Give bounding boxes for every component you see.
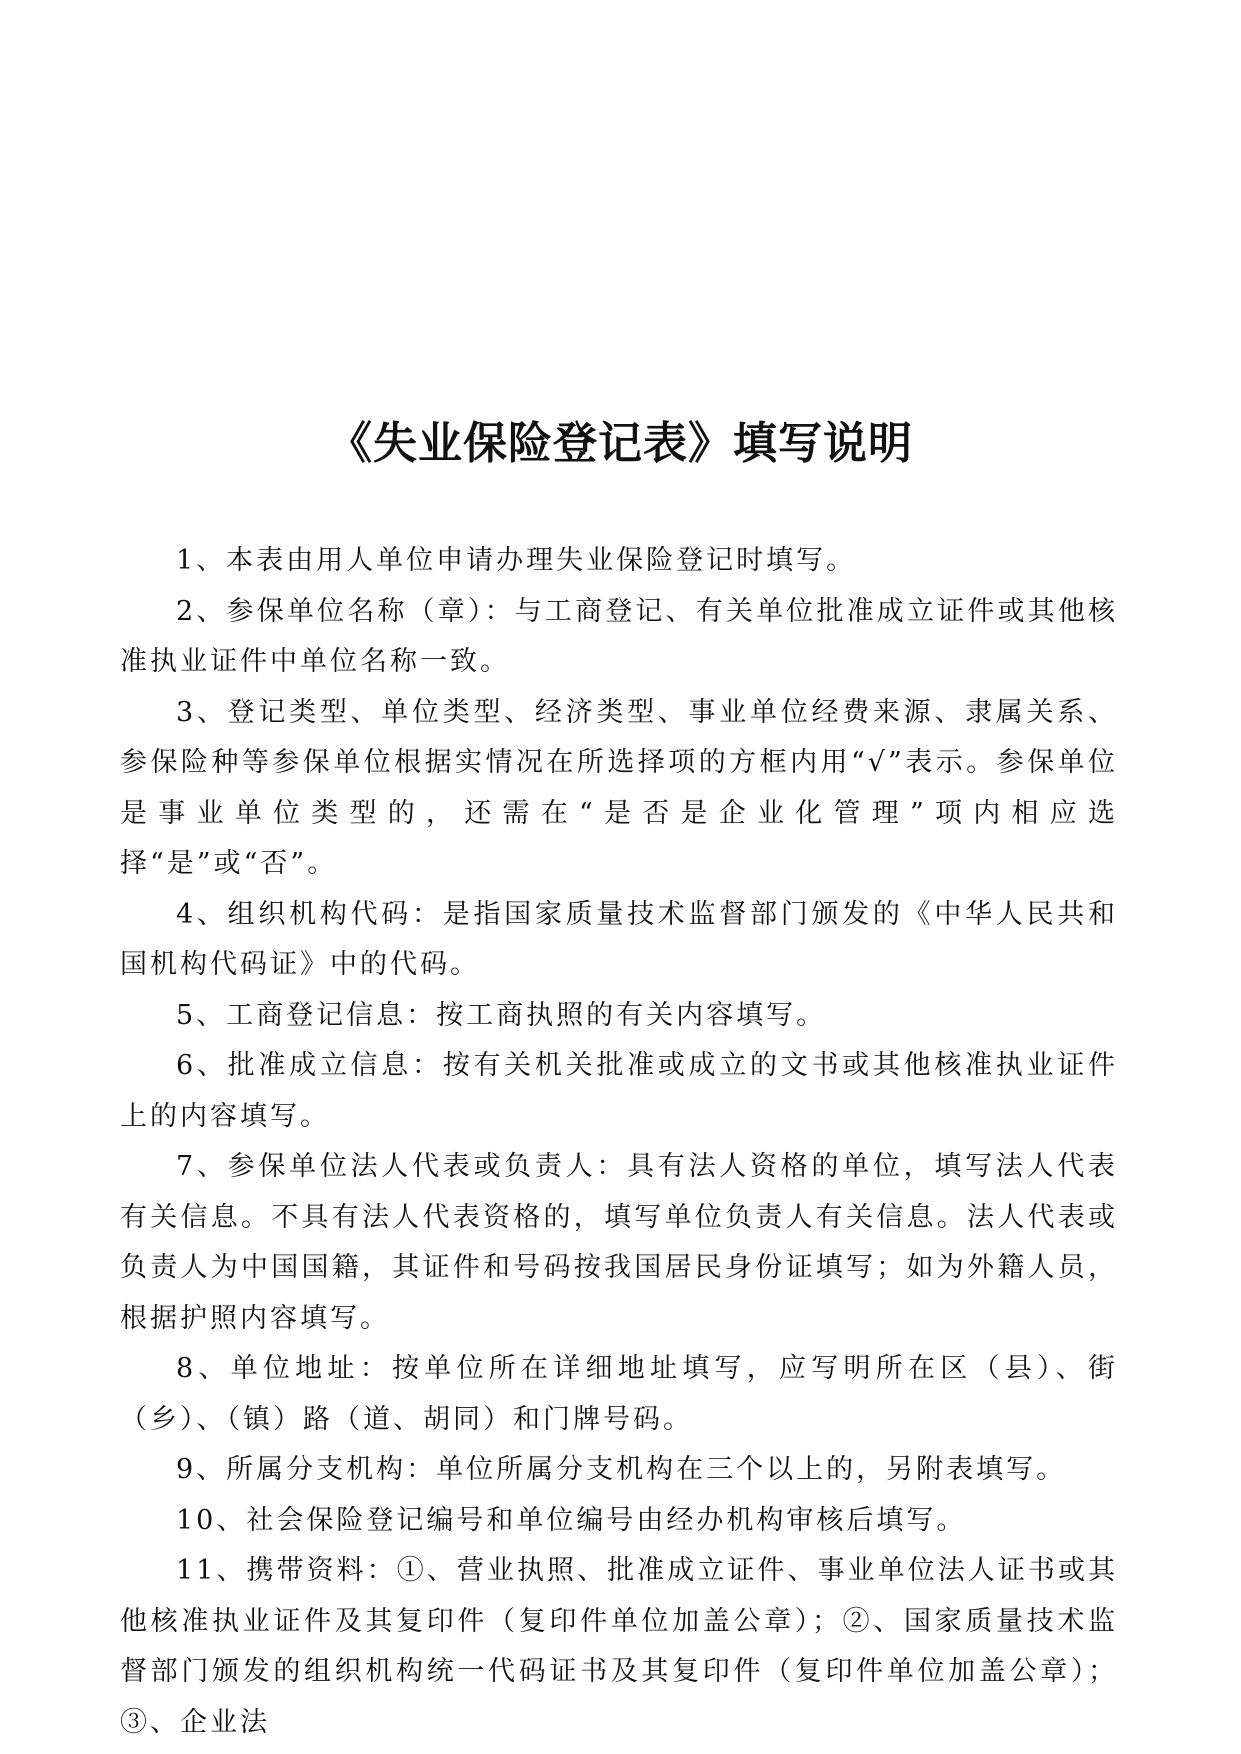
instruction-paragraph-8: 8、单位地址：按单位所在详细地址填写，应写明所在区（县）、街（乡）、（镇）路（道、胡同）和门牌号码。: [120, 1353, 1118, 1435]
instruction-paragraph-2: 2、参保单位名称（章）：与工商登记、有关单位批准成立证件或其他核准执业证件中单位名称一致。: [120, 595, 1118, 677]
document-title: 《失业保险登记表》填写说明: [328, 418, 913, 469]
instruction-paragraph-7: 7、参保单位法人代表或负责人：具有法人资格的单位，填写法人代表有关信息。不具有法人代表资格的，填写单位负责人有关信息。法人代表或负责人为中国国籍，其证件和号码按我国居民身份证填写；如为外籍人员，根据护照内容填写。: [120, 1151, 1118, 1334]
instruction-paragraph-11: 11、携带资料：①、营业执照、批准成立证件、事业单位法人证书或其他核准执业证件及其复印件（复印件单位加盖公章）；②、国家质量技术监督部门颁发的组织机构统一代码证书及其复印件（复印件单位加盖公章）；③、企业法: [120, 1555, 1118, 1738]
instruction-paragraph-3: 3、登记类型、单位类型、经济类型、事业单位经费来源、隶属关系、参保险种等参保单位根据实情况在所选择项的方框内用“√”表示。参保单位是事业单位类型的，还需在“是否是企业化管理”项内相应选择“是”或“否”。: [120, 696, 1118, 879]
instructions-body: [120, 536, 1118, 1748]
instruction-paragraph-6: 6、批准成立信息：按有关机关批准或成立的文书或其他核准执业证件上的内容填写。: [120, 1050, 1118, 1132]
instruction-paragraph-10: 10、社会保险登记编号和单位编号由经办机构审核后填写。: [176, 1504, 967, 1536]
instruction-paragraph-1: 1、本表由用人单位申请办理失业保险登记时填写。: [176, 545, 857, 576]
instruction-paragraph-5: 5、工商登记信息：按工商执照的有关内容填写。: [176, 999, 827, 1031]
instruction-paragraph-9: 9、所属分支机构：单位所属分支机构在三个以上的，另附表填写。: [176, 1454, 1067, 1485]
instruction-paragraph-4: 4、组织机构代码：是指国家质量技术监督部门颁发的《中华人民共和国机构代码证》中的代码。: [120, 898, 1118, 980]
